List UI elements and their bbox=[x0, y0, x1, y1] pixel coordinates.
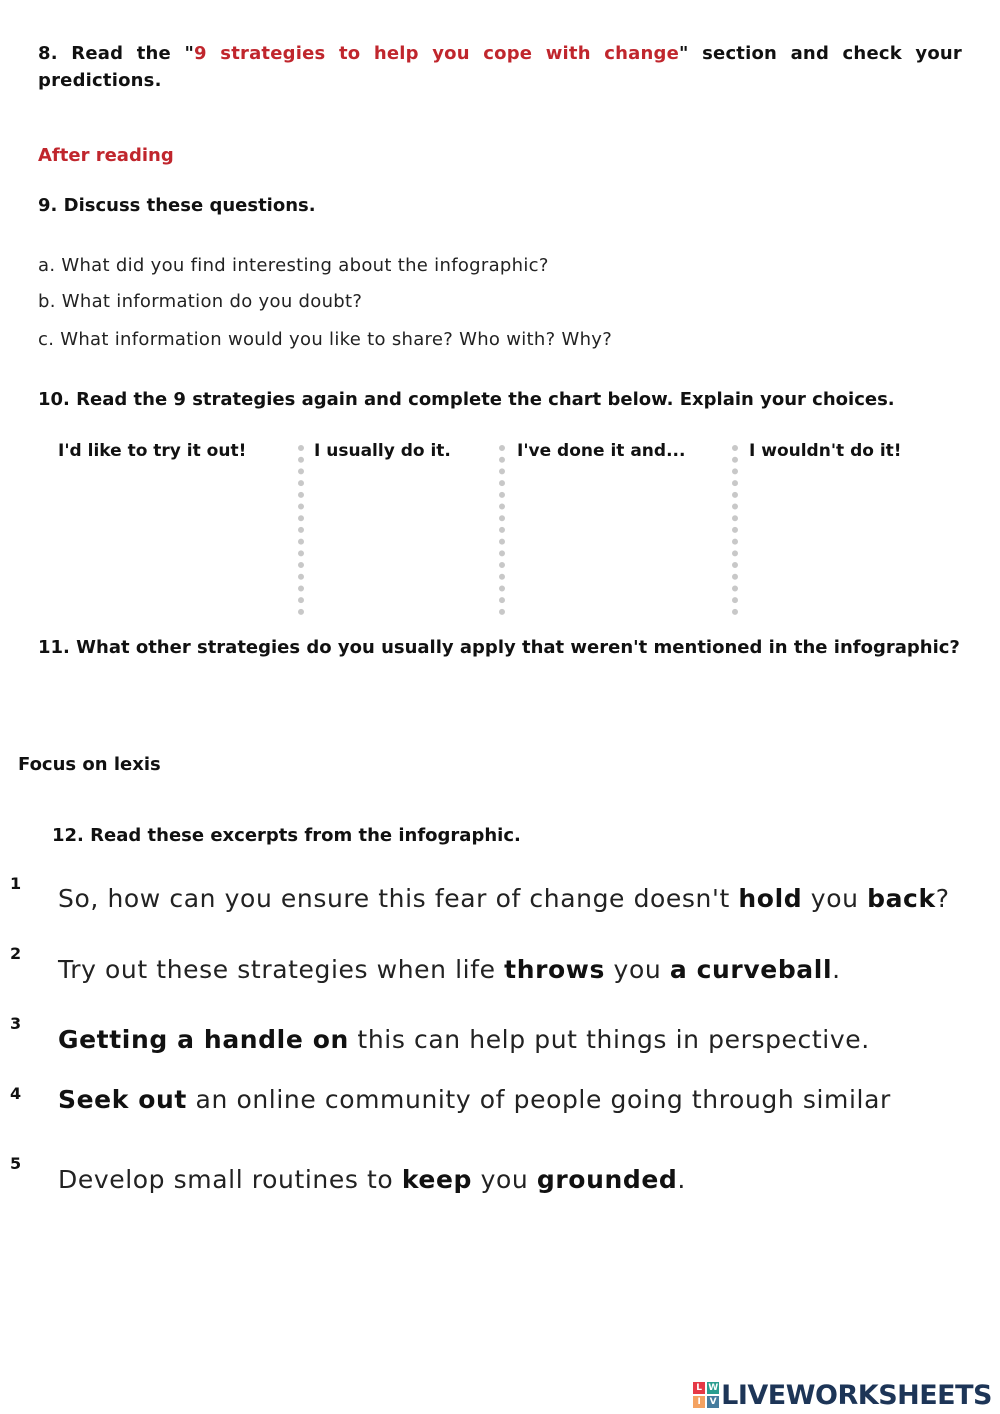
focus-on-lexis-heading: Focus on lexis bbox=[18, 754, 161, 775]
question-9-item: a. What did you find interesting about the infographic? bbox=[38, 255, 549, 276]
excerpt-number: 1 bbox=[10, 874, 22, 893]
question-9-item: b. What information do you doubt? bbox=[38, 291, 363, 312]
question-12-title: 12. Read these excerpts from the infographic. bbox=[52, 825, 521, 846]
liveworksheets-logo[interactable] bbox=[693, 1380, 992, 1410]
question-9-title: 9. Discuss these questions. bbox=[38, 195, 316, 216]
column-divider bbox=[732, 445, 738, 615]
question-10-title: 10. Read the 9 strategies again and complete the chart below. Explain your choices. bbox=[38, 389, 895, 410]
excerpt-4: Seek out an online community of people going through similar bbox=[58, 1085, 891, 1114]
q8-highlight: 9 strategies to help you cope with change bbox=[194, 43, 680, 64]
question-11: 11. What other strategies do you usually apply that weren't mentioned in the infographic? bbox=[38, 637, 960, 658]
chart-column-header: I usually do it. bbox=[314, 441, 451, 461]
excerpt-2: Try out these strategies when life throws you a curveball. bbox=[58, 955, 841, 984]
chart-column-header: I'd like to try it out! bbox=[58, 441, 247, 461]
chart-column-header: I've done it and... bbox=[517, 441, 686, 461]
excerpt-1: So, how can you ensure this fear of change doesn't hold you back? bbox=[58, 884, 950, 913]
logo-grid-icon: L W I V bbox=[693, 1382, 719, 1408]
chart-column-header: I wouldn't do it! bbox=[749, 441, 902, 461]
q8-suffix: " section and check your predictions. bbox=[38, 43, 962, 91]
question-9-item: c. What information would you like to share? Who with? Why? bbox=[38, 329, 613, 350]
excerpt-number: 3 bbox=[10, 1014, 22, 1033]
question-8 bbox=[38, 40, 962, 94]
excerpt-5: Develop small routines to keep you grounded. bbox=[58, 1165, 686, 1194]
excerpt-number: 2 bbox=[10, 944, 22, 963]
column-divider bbox=[499, 445, 505, 615]
excerpt-number: 5 bbox=[10, 1154, 22, 1173]
column-divider bbox=[298, 445, 304, 615]
logo-text: LIVEWORKSHEETS bbox=[721, 1379, 992, 1411]
excerpt-number: 4 bbox=[10, 1084, 22, 1103]
after-reading-heading: After reading bbox=[38, 145, 174, 166]
excerpt-3: Getting a handle on this can help put things in perspective. bbox=[58, 1025, 870, 1054]
q8-prefix: 8. Read the " bbox=[38, 43, 195, 64]
